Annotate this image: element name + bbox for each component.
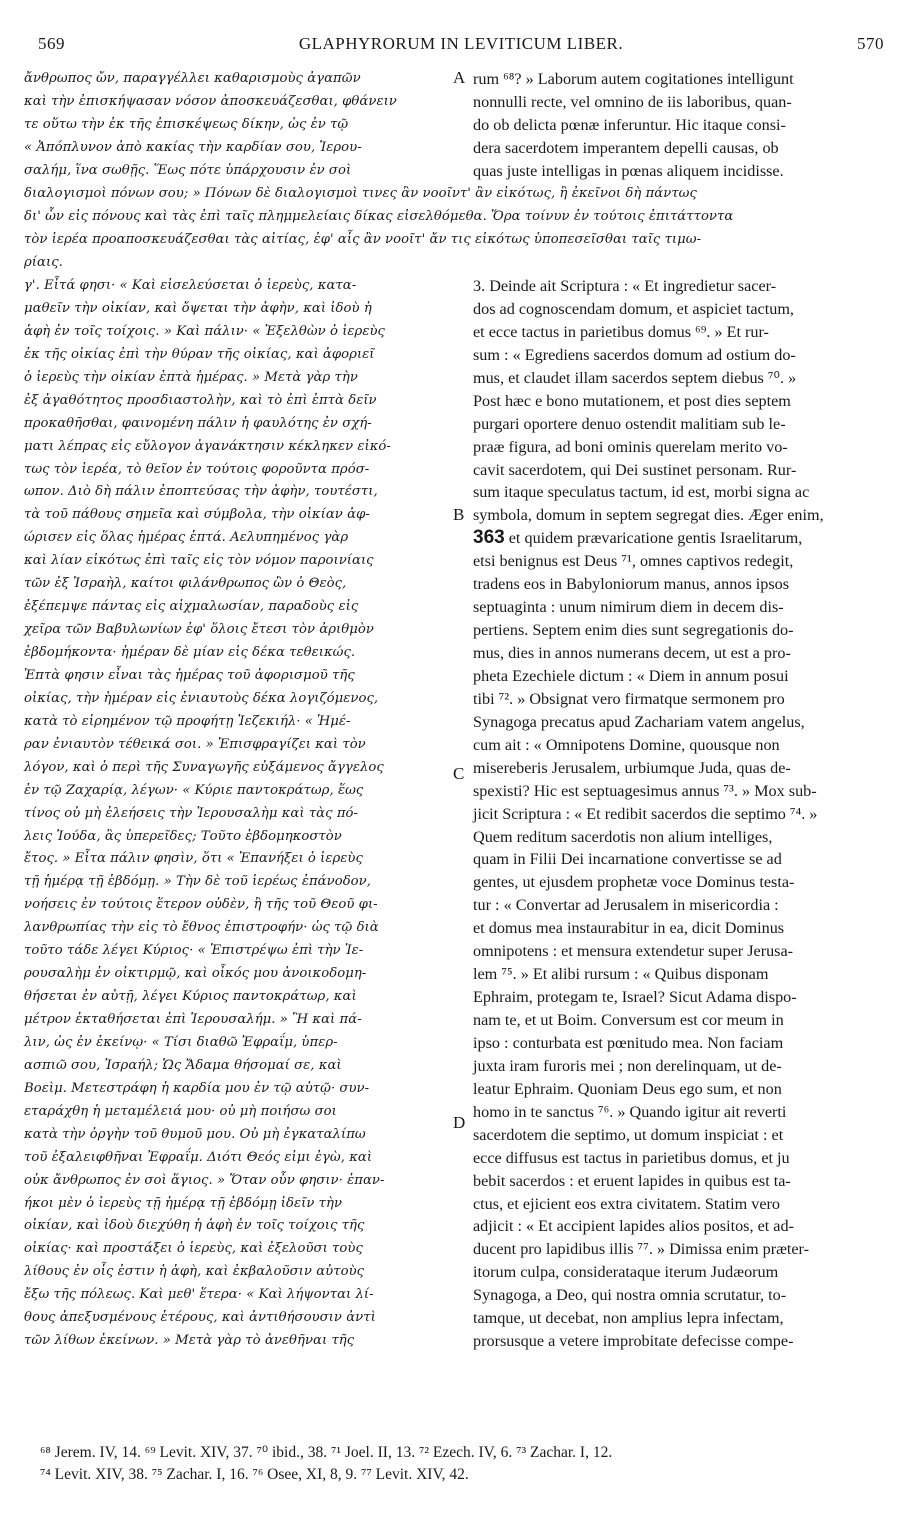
greek-line: τῶν λίθων ἐκείνων. » Μετὰ γὰρ τὸ ἀνεθῆναι τῆς [24,1333,355,1349]
greek-line: χεῖρα τῶν Βαβυλωνίων ἐφ' ὅλοις ἔτεσι τὸν ἀριθμὸν [24,622,374,638]
latin-line: sum itaque speculatus tactum, id est, morbi signa ac [473,483,810,502]
latin-column-top [473,68,903,183]
greek-line: ὁ ἱερεὺς τὴν οἰκίαν ἑπτὰ ἡμέρας. » Μετὰ γὰρ τὴν [24,369,358,385]
greek-line: γ'. Εἶτά φησι· « Καὶ εἰσελεύσεται ὁ ἱερεὺς, κατα- [24,278,357,293]
greek-line: ἐκ τῆς οἰκίας ἐπὶ τὴν θύραν τῆς οἰκίας, καὶ ἀφοριεῖ [24,346,375,362]
greek-line: λανθρωπίας τὴν εἰς τὸ ἔθνος ἐπιστροφήν· ὡς τῷ διὰ [24,920,379,936]
greek-line: ἐξέπεμψε πάντας εἰς αἰχμαλωσίαν, παραδοὺς εἰς [24,599,359,615]
greek-line: ήκοι μὲν ὁ ἱερεὺς τῇ ἡμέρᾳ τῇ ἑβδόμῃ ἰδεῖν τὴν [24,1195,343,1211]
latin-line: nonnulli recte, vel omnino de iis laboribus, quan- [473,92,792,111]
greek-line: κατὰ τὴν ὀργὴν τοῦ θυμοῦ μου. Οὐ μὴ ἐγκαταλίπω [24,1126,366,1142]
latin-line [473,527,903,550]
latin-line: tibi ⁷². » Obsignat vero firmatque sermonem pro [473,689,785,708]
greek-line: λεις Ἰούδα, ἃς ὑπερεῖδες; Τοῦτο ἑβδομηκοστὸν [24,828,342,844]
greek-line: νοήσεις ἐν τούτοις ἕτερον οὐδὲν, ἢ τῆς τοῦ Θεοῦ φι- [24,897,378,913]
greek-line: μέτρον ἐκταθήσεται ἐπὶ Ἱερουσαλήμ. » Ἢ καὶ πά- [24,1012,362,1027]
latin-line: mus, et claudet illam sacerdos septem diebus ⁷⁰. » [473,368,797,387]
greek-line: λόγον, καὶ ὁ περὶ τῆς Συναγωγῆς εὐξάμενος ἄγγελος [24,759,384,775]
latin-line: quas juste intelligas in pœnas aliquem incidisse. [473,161,784,180]
latin-line: do ob delicta pœnæ inferuntur. Hic itaque consi- [473,115,786,134]
greek-line: δι' ὧν εἰς πόνους καὶ τὰς ἐπὶ ταῖς πλημμελείαις δίκας εἰσελθόμεθα. Ὅρα τοίνυν ἐν τούτοις ἐπιτάττοντα [24,208,734,224]
latin-line: nam te, et ut Boim. Conversum est cor meum in [473,1011,784,1029]
latin-line: gentes, ut ejusdem prophetæ voce Dominus testa- [473,873,795,892]
greek-line: ἁφὴ ἐν τοῖς τοίχοις. » Καὶ πάλιν· « Ἐξελθὼν ὁ ἱερεὺς [24,323,385,339]
section-marker-b: B [453,505,465,524]
latin-line: itorum culpa, considerataque iterum Judæorum [473,1263,779,1282]
latin-line: Post hæc e bono mutationem, et post dies septem [473,391,791,410]
section-marker-a: A [453,68,466,87]
inline-page-number: 363 [473,527,505,549]
latin-line: dera sacerdotem imperantem depelli causas, ob [473,138,779,157]
greek-line: « Ἀπόπλυνον ἀπὸ κακίας τὴν καρδίαν σου, Ἱερου- [24,139,362,155]
greek-line: διαλογισμοὶ πόνων σου; » Πόνων δὲ διαλογισμοὶ τινες ἂν νοοῖντ' ἂν εἰκότως, ἢ ἐκεῖνοι δὴ πάντως [24,185,697,201]
greek-line: ἐξ ἀγαθότητος προσδιαστολὴν, καὶ τὸ ἐπὶ ἑπτὰ δεῖν [24,392,377,408]
greek-full-width-block [24,183,894,275]
greek-line: ωπον. Διὸ δὴ πάλιν ἐποπτεύσας τὴν ἁφὴν, τουτέστι, [24,484,378,500]
greek-line: εταράχθη ἡ μεταμέλειά μου· οὐ μὴ ποιήσω σοι [24,1103,337,1119]
greek-line: λίθους ἐν οἷς ἐστιν ἡ ἁφὴ, καὶ ἐκβαλοῦσιν αὐτοὺς [24,1264,365,1280]
footnote-line: ⁷⁴ Levit. XIV, 38. ⁷⁵ Zachar. I, 16. ⁷⁶ Osee, XI, 8, 9. ⁷⁷ Levit. XIV, 42. [40,1466,469,1483]
latin-line: adjicit : « Et accipient lapides alios positos, et ad- [473,1217,794,1236]
greek-line: προκαθῆσθαι, φαινομένη πάλιν ἡ φαυλότης ἐν σχή- [24,415,372,431]
latin-column-main [473,275,903,1353]
greek-line: τῶν ἐξ Ἰσραὴλ, καίτοι φιλάνθρωπος ὢν ὁ Θεὸς, [24,576,347,592]
greek-line: οἰκίαν, καὶ ἰδοὺ διεχύθη ἡ ἁφὴ ἐν τοῖς τοίχοις τῆς [24,1218,365,1234]
latin-line: septuaginta : unum nimirum diem in decem dis- [473,598,784,617]
greek-line: τῇ ἡμέρᾳ τῇ ἑβδόμῃ. » Τὴν δὲ τοῦ ἱερέως ἐπάνοδον, [24,874,371,890]
greek-line: ἄνθρωπος ὤν, παραγγέλλει καθαρισμοὺς ἀγαπῶν [24,71,361,86]
greek-line: ἐν τῷ Ζαχαρίᾳ, λέγων· « Κύριε παντοκράτωρ, ἕως [24,782,364,798]
greek-line: λιν, ὡς ἐν ἑκείνῳ· « Τίσι διαθῶ Ἐφραΐμ, ὑπερ- [24,1034,338,1050]
latin-line: ecce diffusus est tactus in parietibus domus, et ju [473,1148,790,1167]
latin-line: purgari oportere denuo ostendit malitiam sub le- [473,414,786,433]
greek-line: Βοεὶμ. Μετεστράφη ἡ καρδία μου ἐν τῷ αὐτῷ· συν- [24,1080,370,1096]
latin-line: Synagoga, a Deo, qui nostra omnia scrutatur, to- [473,1286,787,1305]
greek-line: τὰ τοῦ πάθους σημεῖα καὶ σύμβολα, τὴν οἰκίαν ἀφ- [24,507,370,523]
latin-line: pertiens. Septem enim dies sunt segregationis do- [473,621,794,640]
latin-line: tamque, ut decebat, non amplius lepra infectam, [473,1309,784,1328]
greek-line: οὐκ ἄνθρωπος ἐν σοὶ ἅγιος. » Ὅταν οὖν φησιν· ἐπαν- [24,1172,385,1188]
latin-line: juxta iram furoris mei ; non derelinquam, ut de- [473,1056,782,1075]
latin-line: praæ figura, ad boni ominis querelam merito vo- [473,437,788,456]
greek-line: οἰκίας· καὶ προστάξει ὁ ἱερεὺς, καὶ ἐξελοῦσι τοὺς [24,1241,363,1257]
latin-line: lem ⁷⁵. » Et alibi rursum : « Quibus disponam [473,965,769,984]
greek-line: τοῦ ἐξαλειφθῆναι Ἐφραΐμ. Διότι Θεός εἰμι ἐγὼ, καὶ [24,1149,373,1165]
latin-line: bebit sacerdos : et eruent lapides in quibus est ta- [473,1171,791,1190]
latin-line: sum : « Egrediens sacerdos domum ad ostium do- [473,345,796,364]
latin-line: cum ait : « Omnipotens Domine, quousque non [473,735,780,754]
latin-line: pheta Ezechiele dictum : « Diem in annum posui [473,666,789,685]
greek-line: ρίαις. [24,254,63,270]
greek-line: θήσεται ἐν αὐτῇ, λέγει Κύριος παντοκράτωρ, καὶ [24,989,357,1005]
page-number-right: 570 [857,34,884,53]
latin-line: ducent pro lapidibus illis ⁷⁷. » Dimissa enim præter- [473,1240,810,1259]
latin-line: Ephraim, protegam te, Israel? Sicut Adama dispo- [473,988,797,1007]
latin-line: symbola, domum in septem segregat dies. Æger enim, [473,506,824,525]
latin-line: omnipotens : et mensura extendetur super Jerusa- [473,942,794,961]
greek-line: θους ἀπεξυσμένους ἑτέρους, καὶ ἀντιθήσουσιν ἀντὶ [24,1310,376,1326]
greek-line: τίνος οὐ μὴ ἐλεήσεις τὴν Ἱερουσαλὴμ καὶ τὰς πό- [24,805,359,821]
greek-column-main [24,275,474,1353]
greek-line: τως τὸν ἱερέα, τὸ θεῖον ἐν τούτοις φοροῦντα πρόσ- [24,461,370,477]
latin-line: Synagoga precatus apud Zachariam vatem angelus, [473,712,805,731]
greek-line: τε οὕτω τὴν ἐκ τῆς ἐπισκέψεως δίκην, ὡς ἐν τῷ [24,116,349,132]
greek-line: ἔξω τῆς πόλεως. Καὶ μεθ' ἕτερα· « Καὶ λήψονται λί- [24,1287,374,1303]
greek-line: ἑβδομήκοντα· ἡμέραν δὲ μίαν εἰς δέκα τεθεικώς. [24,645,356,660]
latin-line: mus, dies in annos numerans decem, ut est a pro- [473,644,791,662]
greek-line: οἰκίας, τὴν ἡμέραν εἰς ἐνιαυτοὺς δέκα λογιζόμενος, [24,690,379,706]
latin-line: dos ad cognoscendam domum, et aspiciet tactum, [473,299,794,318]
section-marker-d: D [453,1113,466,1132]
latin-line: et domus mea instaurabitur in ea, dicit Dominus [473,919,785,938]
greek-line: καὶ λίαν εἰκότως ἐπὶ ταῖς εἰς τὸν νόμον παροινίαις [24,553,374,569]
latin-line: et ecce tactus in parietibus domus ⁶⁹. » Et rur- [473,322,769,341]
greek-line: ματι λέπρας εἰς εὔλογον ἀγανάκτησιν κέκληκεν εἰκό- [24,438,391,454]
greek-line: ώρισεν εἰς ὅλας ἡμέρας ἑπτά. Αελυπημένος γὰρ [24,530,349,546]
greek-line: κατὰ τὸ εἰρημένον τῷ προφήτῃ Ἰεζεκιήλ· « Ἡμέ- [24,713,351,729]
greek-line: ασπιῶ σου, Ἰσραήλ; Ὡς Ἄδαμα θήσομαί σε, καὶ [24,1057,342,1073]
running-title: GLAPHYRORUM IN LEVITICUM LIBER. [298,34,624,53]
latin-line: misereberis Jerusalem, urbiumque Juda, quas de- [473,758,791,777]
greek-line: σαλήμ, ἵνα σωθῇς. Ἕως πότε ὑπάρχουσιν ἐν σοὶ [24,162,352,178]
greek-line: καὶ τὴν ἐπισκήψασαν νόσον ἀποσκευάζεσθαι, φθάνειν [24,93,397,109]
latin-line: prorsusque a vetere improbitate defecisse compe- [473,1332,794,1351]
greek-line: ρουσαλὴμ ἐν οἰκτιρμῷ, καὶ οἶκός μου ἀνοικοδομη- [24,966,367,982]
latin-line: spexisti? Hic est septuagesimus annus ⁷³. » Mox sub- [473,781,817,800]
latin-line: ctus, et ejicient eos extra civitatem. Statim vero [473,1194,781,1213]
greek-line: Ἑπτὰ φησιν εἶναι τὰς ἡμέρας τοῦ ἀφορισμοῦ τῆς [24,667,355,683]
latin-line: leatur Ephraim. Quoniam Deus ego sum, et non [473,1079,782,1098]
section-marker-c: C [453,764,465,783]
greek-line: ἔτος. » Εἶτα πάλιν φησὶν, ὅτι « Ἐπανήξει ὁ ἱερεὺς [24,851,363,867]
latin-line: sacerdotem die septimo, ut domum inspiciat : et [473,1125,784,1144]
greek-column-top [24,68,474,183]
latin-line: 3. Deinde ait Scriptura : « Et ingredietur sacer- [473,277,777,295]
greek-line: τὸν ἱερέα προαποσκευάζεσθαι τὰς αἰτίας, ἐφ' αἷς ἂν νοοῖτ' ἄν τις εἰκότως ὑποπεσεῖσθαι ταῖς τιμω- [24,231,702,247]
latin-line: cavit sacerdotem, qui Dei sustinet personam. Rur- [473,460,797,479]
greek-line: ραν ἐνιαυτὸν τέθεικά σοι. » Ἐπισφραγίζει καὶ τὸν [24,736,366,752]
page-number-left: 569 [38,34,65,53]
latin-line-text: et quidem prævaricatione gentis Israelitarum, [508,529,803,548]
greek-line: μαθεῖν τὴν οἰκίαν, καὶ ὄψεται τὴν ἁφὴν, καὶ ἰδοὺ ἡ [24,300,372,316]
latin-line: ipso : conturbata est pœnitudo mea. Non faciam [473,1033,784,1052]
running-header [38,34,884,58]
latin-line: tur : « Convertar ad Jerusalem in misericordia : [473,896,779,915]
footnote-line: ⁶⁸ Jerem. IV, 14. ⁶⁹ Levit. XIV, 37. ⁷⁰ ibid., 38. ⁷¹ Joel. II, 13. ⁷² Ezech. IV, 6. ⁷³ Zachar. I, 12. [40,1444,613,1461]
latin-line: jicit Scriptura : « Et redibit sacerdos die septimo ⁷⁴. » [473,804,818,823]
latin-line: rum ⁶⁸? » Laborum autem cogitationes intelligunt [473,70,794,88]
latin-line: homo in te sanctus ⁷⁶. » Quando igitur ait reverti [473,1102,787,1121]
latin-line: tradens eos in Babyloniorum manus, annos ipsos [473,575,790,594]
latin-line: Quem reditum sacerdotis non alium intelliges, [473,827,773,846]
greek-line: τοῦτο τάδε λέγει Κύριος· « Ἐπιστρέψω ἐπὶ τὴν Ἱε- [24,943,364,959]
latin-line: quam in Filii Dei incarnatione convertisse se ad [473,850,782,869]
latin-line: etsi benignus est Deus ⁷¹, omnes captivos redegit, [473,552,794,571]
